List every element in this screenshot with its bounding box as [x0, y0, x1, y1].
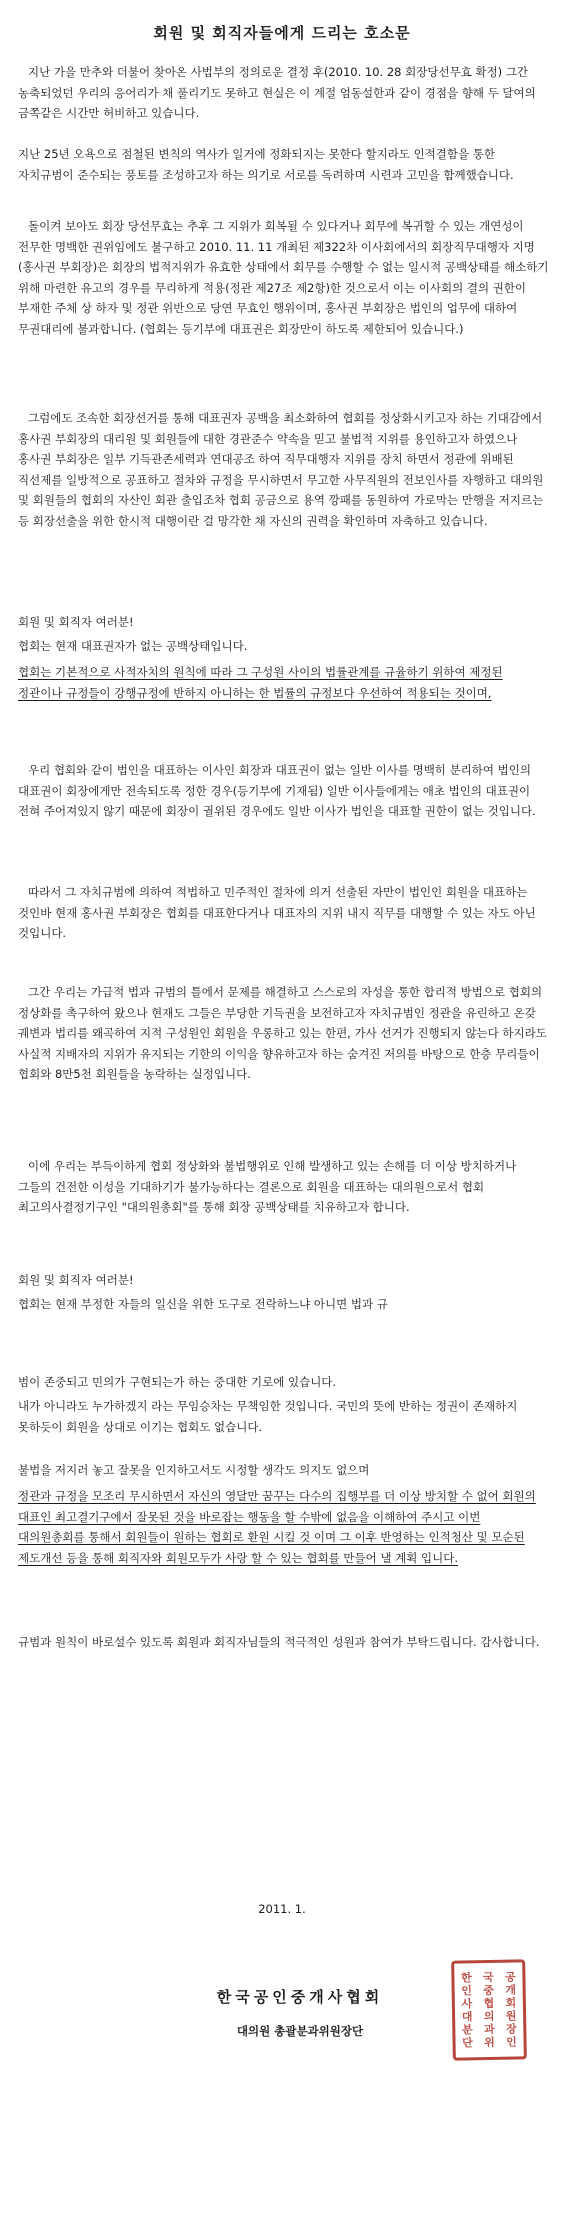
paragraph-14: 불법을 저지러 놓고 잘못을 인지하고서도 시정할 생각도 의지도 없으며: [18, 1463, 370, 1477]
appeal-heading-2: 회원 및 회직자 여러분!: [18, 1273, 134, 1287]
paragraph-10: 이에 우리는 부득이하게 협회 정상화와 불법행위로 인해 발생하고 있는 손해를 더 이상 방치하거나 그들의 건전한 이성을 기대하기가 불가능하다는 결론으로 회원을 대표하는 대의원으로서 협회 최고의사결정기구인 "대의원총회"를 통해 회장 공백상태를 치유하고자 합니다.: [18, 1159, 517, 1214]
paragraph-3: 돌이켜 보아도 회장 당선무효는 추후 그 지위가 회복될 수 있다거나 회무에 복귀할 수 있는 개연성이 전무한 명백한 권위임에도 불구하고 2010. 11. 11 개최된 제322차 이사회에서의 회장직무대행자 지명(홍사권 부회장)은 회장의 법적지위가 유효한 상태에서 회무를 수행할 수 없는 일시적 공백상태를 해소하기 위해 마련한 유고의 경우를 무리하게 적용(정관 제27조 제2항)한 것으로서 이는 이사회의 결의 권한이 부재한 주체 상 하자 및 정관 위반으로 당연 무효인 행위이며, 홍사권 부회장은 법인의 업무에 대하여 무권대리에 불과합니다. (협회는 등기부에 대표권은 회장만이 하도록 제한되어 있습니다.): [18, 219, 549, 336]
paragraph-7: 우리 협회와 같이 법인을 대표하는 이사인 회장과 대표권이 없는 일반 이사를 명백히 분리하여 법인의 대표권이 회장에게만 전속되도록 정한 경우(등기부에 기재됨) 일반 이사들에게는 애초 법인의 대표권이 전혀 주어져있지 않기 때문에 회장이 궐위된 경우에도 일반 이사가 법인을 대표할 권한이 없는 것입니다.: [18, 763, 536, 818]
paragraph-11: 협회는 현재 부정한 자들의 일신을 위한 도구로 전락하느냐 아니면 법과 규: [18, 1297, 388, 1311]
paragraph-1: 지난 가을 만추와 더불어 찾아온 사법부의 정의로운 결정 후(2010. 10. 28 회장당선무효 확정) 그간 농축되었던 우리의 응어리가 채 풀리기도 못하고 현실은 이 계절 엄동설한과 같이 경점을 향해 두 달여의 금쪽같은 시간만 허비하고 있습니다.: [18, 65, 536, 120]
paragraph-13: 내가 아니라도 누가하겠지 라는 무임승차는 무책임한 것입니다. 국민의 뜻에 반하는 정권이 존재하지 못하듯이 회원을 상대로 이기는 협회도 없습니다.: [18, 1399, 518, 1434]
paragraph-4: 그럼에도 조속한 회장선거를 통해 대표권자 공백을 최소화하여 협회를 정상화시키고자 하는 기대감에서 홍사권 부회장의 대리원 및 회원들에 대한 경관준수 약속을 믿고 불법적 지위를 용인하고자 하였으나 홍사권 부회장은 일부 기득관존세력과 연대공조 하여 직무대행자 지위를 장치 하면서 정관에 위배된 직선제를 일방적으로 공표하고 절차와 규정을 무시하면서 무고한 사무직원의 전보인사를 자행하고 대의원 및 회원들의 협회의 자산인 회관 출입조차 협회 공금으로 용역 깡패를 동원하여 가로막는 만행을 저지르는 등 회장선출을 위한 한시적 대행이란 걸 망각한 채 자신의 권력을 확인하며 자축하고 있습니다.: [18, 411, 544, 528]
organization-name: 한국공인중개사협회: [216, 1988, 384, 2006]
appeal-heading-1: 회원 및 회직자 여러분!: [18, 615, 134, 629]
official-seal-stamp: 한 국 공 인 중 개 사 협 회 대 의 원 분 과 장 단 위 인: [451, 1959, 527, 2060]
paragraph-15: 정관과 규정을 모조리 무시하면서 자신의 영달만 꿈꾸는 다수의 집행부를 더 이상 방치할 수 없어 회원의 대표인 최고결기구에서 잘못된 것을 바로잡는 행동을 할 수밖에 없음을 이해하여 주시고 이번 대의원총회를 통해서 회원들이 원하는 협회로 환원 시킬 것 이며 그 이후 반영하는 인적청산 및 모순된 제도개선 등을 통해 회직자와 회원모두가 사랑 할 수 있는 협회를 만들어 낼 계획 입니다.: [18, 1489, 536, 1565]
document-date: 2011. 1.: [258, 1902, 306, 1916]
paragraph-6: 협회는 기본적으로 사적자치의 원칙에 따라 그 구성원 사이의 법률관계를 규율하기 위하여 제정된 정관이나 규정들이 강행규정에 반하지 아니하는 한 법률의 규정보다 우선하여 적용되는 것이며,: [18, 665, 503, 700]
department-name: 대의원 총괄분과위원장단: [236, 2024, 364, 2038]
paragraph-5: 협회는 현재 대표권자가 없는 공백상태입니다.: [18, 639, 248, 653]
paragraph-2: 지난 25년 오욕으로 점철된 변칙의 역사가 일거에 정화되지는 못한다 할지라도 인적결함을 통한 자치규범이 준수되는 풍토를 조성하고자 하는 의기로 서로를 독려하며 시련과 고민을 함께했습니다.: [18, 147, 514, 182]
paragraph-12: 범이 존중되고 민의가 구현되는가 하는 중대한 기로에 있습니다.: [18, 1375, 337, 1389]
paragraph-9: 그간 우리는 가급적 법과 규범의 틀에서 문제를 해결하고 스스로의 자성을 통한 합리적 방법으로 협회의 정상화를 촉구하여 왔으나 현재도 그들은 부당한 기득권을 보전하고자 자치규범인 정관을 유린하고 온갖 궤변과 법리를 왜곡하여 지적 구성원인 회원을 우롱하고 있는 한편, 가사 선거가 진행되지 않는다 하지라도 사실적 지배자의 지위가 유지되는 기한의 이익을 향유하고자 하는 숨겨진 저의를 바탕으로 한층 무리들이 협회와 8만5천 회원들을 농락하는 실정입니다.: [18, 985, 547, 1081]
paragraph-8: 따라서 그 자치규범에 의하여 적법하고 민주적인 절차에 의거 선출된 자만이 법인인 회원을 대표하는 것인바 현재 홍사권 부회장은 협회를 대표한다거나 대표자의 지위 내지 직무를 대행할 수 있는 자도 아닌 것입니다.: [18, 885, 536, 940]
closing-paragraph: 규범과 원칙이 바로설수 있도록 회원과 회직자님들의 적극적인 성원과 참여가 부탁드립니다. 감사합니다.: [18, 1635, 540, 1649]
document-title: 회원 및 회직자들에게 드리는 호소문: [153, 24, 411, 42]
